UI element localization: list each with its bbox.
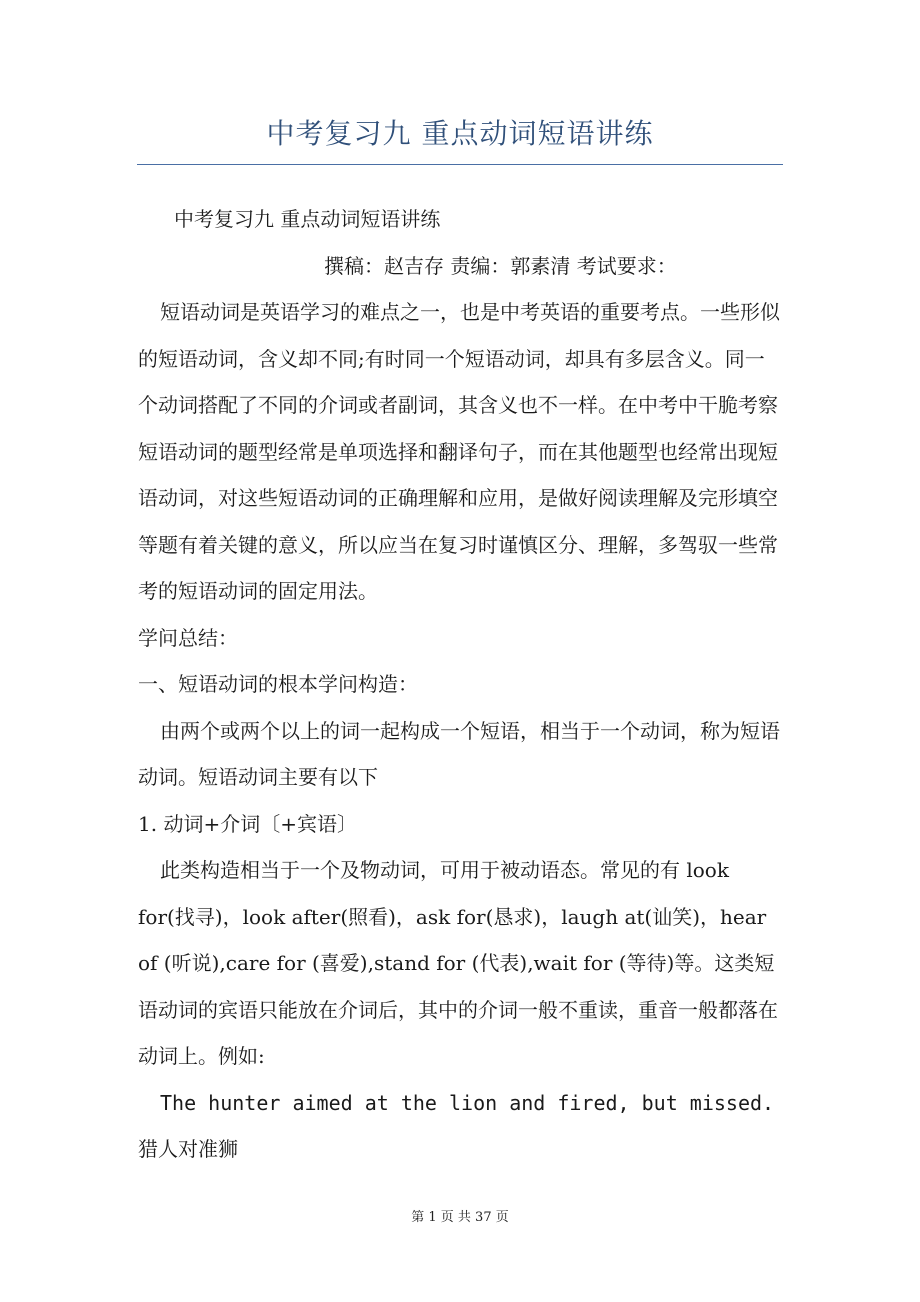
subtitle: 中考复习九 重点动词短语讲练 — [174, 207, 441, 231]
example-sentence: The hunter aimed at the lion and fired, but missed. 猎人对准狮 — [138, 1090, 775, 1161]
page-title: 中考复习九 重点动词短语讲练 — [266, 117, 654, 150]
page-footer: 第 1 页 共 37 页 — [411, 1210, 509, 1225]
title-divider — [137, 164, 783, 165]
definition-paragraph: 由两个或两个以上的词一起构成一个短语，相当于一个动词，称为短语动词。短语动词主要有以下 — [138, 718, 780, 789]
byline: 撰稿：赵吉存 责编：郭素清 考试要求： — [324, 253, 677, 278]
section-heading-structure: 一、短语动词的根本学问构造： — [138, 672, 418, 696]
document-body — [138, 196, 784, 1173]
section-heading-summary: 学问总结： — [138, 625, 238, 650]
explanation-paragraph: 此类构造相当于一个及物动词，可用于被动语态。常见的有 look for(找寻)，look after(照看)，ask for(恳求)，laugh at(讪笑)，hear of (听说),care for (喜爱),stand for (代表),wait for (等待)等。这类短语动词的宾语只能放在介词后，其中的介词一般不重读，重音一般都落在动词上。例如: — [138, 858, 778, 1068]
intro-paragraph: 短语动词是英语学习的难点之一，也是中考英语的重要考点。一些形似的短语动词，含义却不同;有时同一个短语动词，却具有多层含义。同一个动词搭配了不同的介词或者副词，其含义也不一样。在中考中干脆考察短语动词的题型经常是单项选择和翻译句子，而在其他题型也经常出现短语动词，对这些短语动词的正确理解和应用，是做好阅读理解及完形填空等题有着关键的意义，所以应当在复习时谨慎区分、理解，多驾驭一些常考的短语动词的固定用法。 — [138, 300, 780, 603]
numbered-heading-1: 1. 动词+介词〔+宾语〕 — [138, 811, 357, 836]
